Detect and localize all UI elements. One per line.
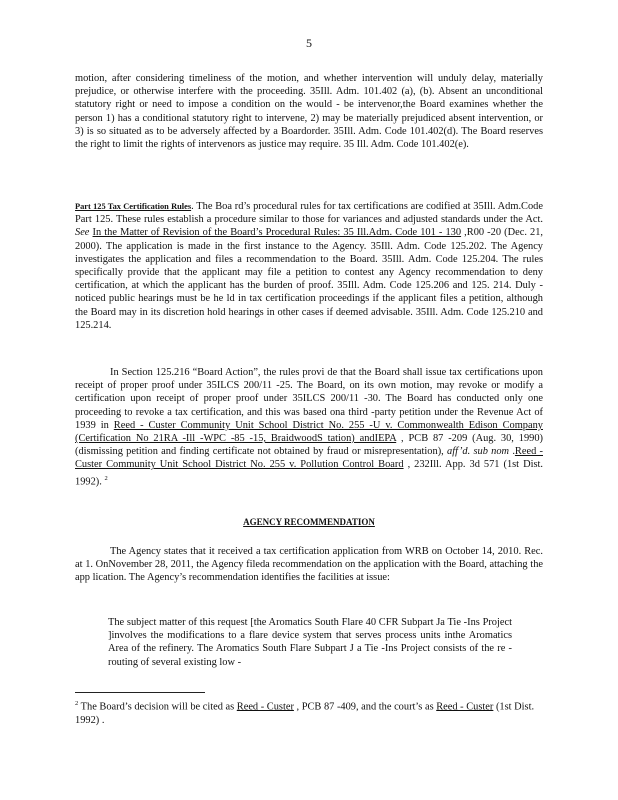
paragraph-text: . <box>509 446 515 458</box>
affirmed-signal: aff’d. sub nom <box>447 446 510 458</box>
agency-recommendation-heading: AGENCY RECOMMENDATION <box>243 517 375 527</box>
footnote-divider <box>75 692 205 693</box>
paragraph-text: In Section 125.216 “Board Action”, the rules provi de that the Board shall issue tax certifications upon receipt of proper proof under 35ILCS 200/11 -25. The Board, on its own motion, may revoke or modify a certification upon receipt of proper proof under 35ILCS 200/11 -30. The Board has conducted only one proceeding to revoke a tax certification, and this was based ona third -party petition under the Revenue Act of 1939 in <box>75 367 543 431</box>
footnote-text: , PCB 87 -409, and the court’s as <box>293 701 437 713</box>
paragraph-agency-states: The Agency states that it received a tax certification application from WRB on October 14, 2010. Rec. at 1. OnNovember 28, 2011, the Agency fileda recommendation on the application with the Board, attaching the app lication. The Agency’s recommendation identifies the facilities at issue: <box>75 546 543 584</box>
section-heading-part-125: Part 125 Tax Certification Rules <box>75 202 192 211</box>
paragraph-text: , 232Ill. App. 3d 571 (1st Dist. 1992). <box>75 459 543 488</box>
block-quote: The subject matter of this request [the Aromatics South Flare 40 CFR Subpart Ja Tie -Ins Project ]involves the modifications to a flare device system that serves process units inthe Aromatics Area of the refinery. The Aromatics South Flare Subpart J a Tie -Ins Project consists of the re -routing of several existing low - <box>108 617 512 668</box>
paragraph-tax-certification-rules <box>75 200 543 332</box>
footnote-text: (1st Dist. 1992) . <box>75 701 535 726</box>
case-citation-reed-custer-2: Reed - Custer Community Unit School District No. 255 v. Pollution Control Board <box>75 446 543 471</box>
paragraph-text: . The Boa rd’s procedural rules for tax certifications are codified at 35Ill. Adm.Code Part 125. These rules establish a procedure similar to those for variances and adjusted standards under the Act. <box>75 201 543 226</box>
section-heading <box>0 517 618 527</box>
footnote-reference: 2 <box>104 474 108 482</box>
paragraph-intervention: motion, after considering timeliness of the motion, and whether intervention will unduly delay, materially prejudice, or otherwise interfere with the proceeding. 35Ill. Adm. 101.402 (a), (b). Absent an unconditional statutory right or need to impose a condition on the would - be intervenor,the Board examines whether the person 1) has a conditional statutory right to intervene, 2) may be materially prejudiced absent intervention, or 3) is so situated as to be adversely affected by a Boardorder. 35Ill. Adm. Code 101.402(d). The Board reserves the right to limit the rights of intervenors as justice may require. 35 Ill. Adm. Code 101.402(e). <box>75 73 543 151</box>
paragraph-text: ,R00 -20 (Dec. 21, 2000). The application is made in the first instance to the Agency. 35Ill. Adm. Code 125.202. The Agency investigates the application and files a recommendation to the Board. 35Ill. Adm. Code 125.204. The rules specifically provide that the applicant may file a petition to contest any Agency recommendation to deny certification, at which the applicant has the burden of proof. 35Ill. Adm. Code 125.206 and 125. 214. Duly -noticed public hearings must be he ld in tax certification proceedings if the applicant files a petition, although the Board may in its discretion hold hearings in other cases if deemed advisable. 35Ill. Adm. Code 125.210 and 125.214. <box>75 227 543 331</box>
page-number: 5 <box>306 36 312 50</box>
see-signal: See <box>75 227 90 239</box>
footnote <box>75 697 543 727</box>
case-citation-reed-custer-1: Reed - Custer Community Unit School District No. 255 -U v. Commonwealth Edison Company (Certification No 21RA -Ill -WPC -85 -15, BraidwoodS tation) andIEPA <box>75 419 543 445</box>
paragraph-board-action <box>75 366 543 488</box>
footnote-citation-2: Reed - Custer <box>436 701 494 713</box>
case-citation-revision: In the Matter of Revision of the Board’s Procedural Rules: 35 Ill.Adm. Code 101 - 130 <box>92 227 462 239</box>
footnote-citation-1: Reed - Custer <box>236 701 294 713</box>
footnote-text: The Board’s decision will be cited as <box>78 701 237 713</box>
paragraph-text: , PCB 87 -209 (Aug. 30, 1990) (dismissing petition and finding certificate not obtained by fraud or misrepresentation), <box>75 433 543 458</box>
footnote-number: 2 <box>75 700 79 707</box>
